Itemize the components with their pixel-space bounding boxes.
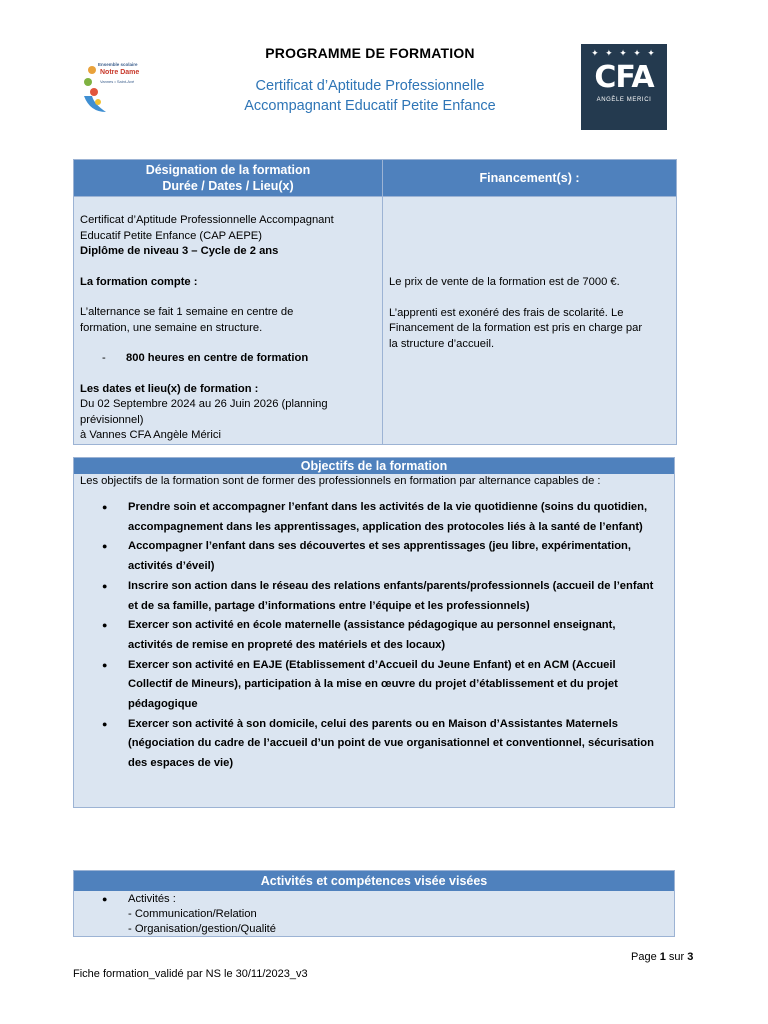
subtitle-line-2: Accompagnant Educatif Petite Enfance [244,98,496,114]
financement-cell [383,197,677,445]
list-item [74,498,674,537]
prix-text: Le prix de vente de la formation est de 7000 €. [389,276,620,288]
lieu-text: à Vannes CFA Angèle Mérici [80,429,221,441]
list-item [74,656,674,715]
page-current: 1 [659,951,666,963]
dates-title: Les dates et lieu(x) de formation : [80,382,259,395]
objectif-text: Accompagner l’enfant dans ses découvertes et ses apprentissages (jeu libre, expérimentation, activités d’éveil) [128,540,631,573]
activite-line: - Communication/Relation [128,908,257,920]
list-item [74,577,674,616]
footer-text: Fiche formation_validé par NS le 30/11/2023_v3 [73,968,308,980]
financement-line-3: la structure d’accueil. [389,337,495,350]
designation-header-line2: Durée / Dates / Lieu(x) [162,179,294,193]
cert-line-1: Certificat d’Aptitude Professionnelle Accompagnant [80,214,334,226]
cert-line-2: Educatif Petite Enfance (CAP AEPE) [80,229,262,242]
bullet-icon: ● [102,541,108,552]
cfa-logo [581,44,667,130]
activites-title: Activités et compétences visée visées [74,871,674,891]
objectifs-intro: Les objectifs de la formation sont de former des professionnels en formation par alternance capables de : [80,475,601,487]
financement-header: Financement(s) : [383,160,677,197]
activite-line: - Organisation/gestion/Qualité [128,923,277,935]
objectif-text: Exercer son activité en école maternelle (assistance pédagogique au personnel enseignant, activités de remise en propreté des matériels et des locaux) [128,619,616,651]
page-title: PROGRAMME DE FORMATION [265,45,475,61]
page-mid: sur [665,951,688,963]
subtitle-line-1: Certificat d’Aptitude Professionnelle [255,78,485,94]
bullet-icon: ● [102,894,108,904]
objectif-text: Exercer son activité à son domicile, celui des parents ou en Maison d’Assistantes Maternels (négociation du cadre de l’accueil d’un point de vue organisationnel et conventionnel, sécurisation des espaces de vie) [128,717,654,770]
cert-level: Diplôme de niveau 3 – Cycle de 2 ans [80,245,279,257]
bullet-icon: ● [102,502,108,512]
activites-section [73,870,675,937]
financement-line-2: Financement de la formation est pris en charge par [389,322,643,334]
dates-line-1: Du 02 Septembre 2024 au 26 Juin 2026 (planning [80,398,328,410]
designation-header-line1: Désignation de la formation [145,163,311,177]
list-item [74,616,674,655]
financement-line-1: L’apprenti est exonéré des frais de scolarité. Le [389,306,624,319]
objectif-text: Prendre soin et accompagner l’enfant dans les activités de la vie quotidienne (soins du quotidien, accompagnement dans les apprentissages, application des protocoles liés à la santé de l’enfant) [128,501,648,533]
cfa-logo-text: CFA [594,60,654,95]
designation-cell [74,197,383,445]
bullet-icon: ● [102,580,108,591]
activites-label: Activités : [128,893,176,905]
dash-bullet: - [102,352,106,364]
page-number [631,951,693,963]
stars-icon: ✦ ✦ ✦ ✦ ✦ [591,48,657,58]
list-item [74,537,674,576]
dates-line-2: prévisionnel) [80,413,144,426]
logo-caption-2: Notre Dame [100,69,140,76]
list-item [74,715,674,774]
objectifs-section [73,457,675,808]
activites-lines [74,907,674,937]
bullet-icon: ● [102,718,108,729]
page-prefix: Page [631,951,660,963]
page-subtitle [180,76,560,116]
alternance-line-2: formation, une semaine en structure. [80,321,263,334]
designation-header [74,160,383,197]
activites-item [74,892,674,907]
objectifs-title: Objectifs de la formation [74,458,674,474]
heures-item [80,351,376,367]
objectifs-list [74,498,674,774]
alternance-line-1: L’alternance se fait 1 semaine en centre de [80,306,294,318]
logo-caption-1: Ensemble scolaire [98,62,138,67]
objectif-text: Exercer son activité en EAJE (Etablissement d’Accueil du Jeune Enfant) et en ACM (Accueil Collectif de Mineurs), participation à la mise en œuvre du projet d’établissement et du projet pédagogique [128,658,618,711]
school-logo [78,60,138,118]
bullet-icon: ● [102,659,108,670]
objectif-text: Inscrire son action dans le réseau des relations enfants/parents/professionnels (accueil de l’enfant et de sa famille, partage d’informations entre l’équipe et les professionnels) [128,579,654,612]
bullet-icon: ● [102,620,108,631]
formation-table [73,159,677,445]
cfa-logo-name: ANGÈLE MERICI [596,97,652,103]
formation-compte: La formation compte : [80,275,198,288]
heures-text: 800 heures en centre de formation [126,352,309,364]
logo-caption-3: Vannes • Saint-Avé [100,79,135,84]
page-total: 3 [687,951,694,963]
